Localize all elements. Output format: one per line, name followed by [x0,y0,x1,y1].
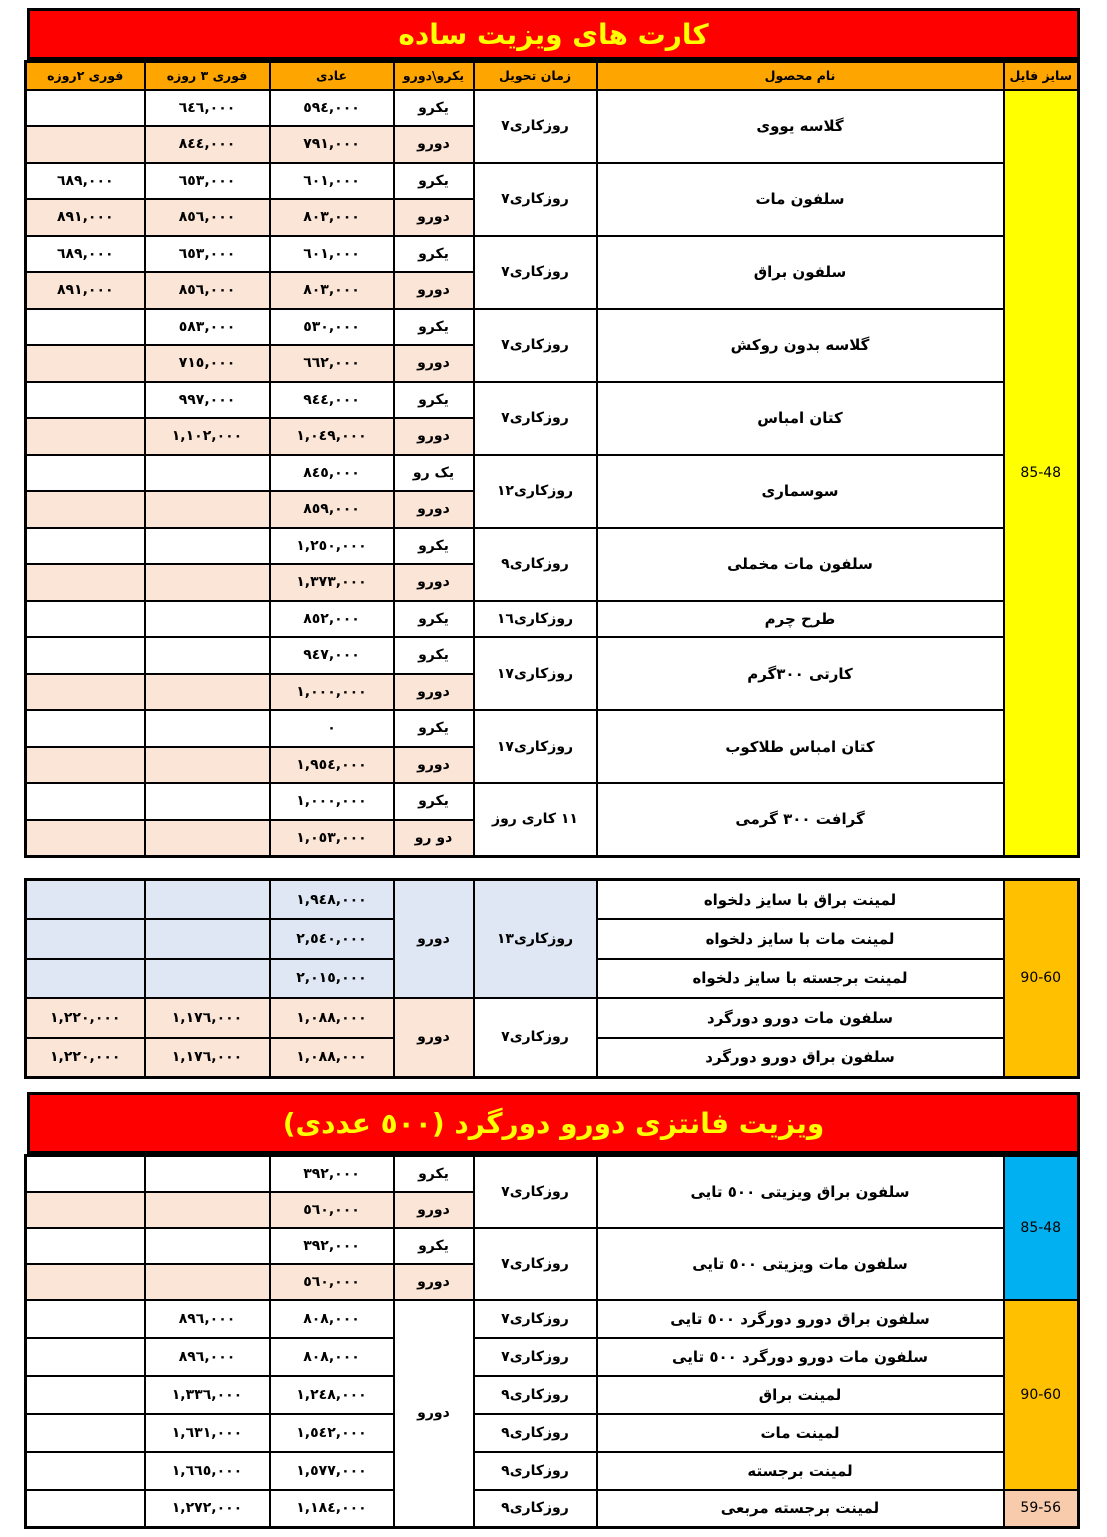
header-urgent2: فوری ٢روزه [26,62,145,90]
price-f2 [26,919,145,959]
price-f3 [145,1228,270,1264]
price-f3: ٨٤٤,٠٠٠ [145,126,270,163]
product-cell: لمینت مات با سایز دلخواه [597,919,1004,959]
product-cell: لمینت براق [597,1376,1004,1414]
price-normal: ١,٢٤٨,٠٠٠ [270,1376,394,1414]
product-cell: لمینت برجسته با سایز دلخواه [597,959,1004,999]
side-cell: دورو [394,564,474,601]
product-cell: کتان امباس [597,382,1004,455]
price-f3 [145,674,270,711]
size-cell: 90-60 [1004,1300,1079,1490]
header-product: نام محصول [597,62,1004,90]
price-f3: ٨٥٦,٠٠٠ [145,272,270,309]
price-normal: ١,٠٨٨,٠٠٠ [270,998,394,1038]
price-f3: ١,١٧٦,٠٠٠ [145,998,270,1038]
price-normal: ٥٦٠,٠٠٠ [270,1192,394,1228]
price-f3 [145,919,270,959]
price-normal: ٩٤٤,٠٠٠ [270,382,394,419]
product-cell: سلفون براق دورو دورگرد [597,1038,1004,1078]
side-cell: دورو [394,1300,474,1528]
price-f3 [145,528,270,565]
side-cell: یکرو [394,309,474,346]
price-f2 [26,90,145,127]
price-f2 [26,126,145,163]
price-f2 [26,601,145,638]
price-f2 [26,880,145,920]
price-f2 [26,528,145,565]
price-f3 [145,1156,270,1192]
price-f2 [26,747,145,784]
side-cell: دورو [394,272,474,309]
size-cell: 85-48 [1004,1156,1079,1300]
side-cell: دورو [394,674,474,711]
price-f3 [145,601,270,638]
price-f2 [26,1490,145,1528]
side-cell: یکرو [394,382,474,419]
price-f2 [26,309,145,346]
price-f2 [26,418,145,455]
side-cell: یکرو [394,710,474,747]
price-normal: ٨٤٥,٠٠٠ [270,455,394,492]
side-cell: یکرو [394,637,474,674]
price-normal: ١,٠٠٠,٠٠٠ [270,674,394,711]
price-f2 [26,1156,145,1192]
price-f2 [26,959,145,999]
product-cell: کتان امباس طلاکوب [597,710,1004,783]
price-normal: ٦٠١,٠٠٠ [270,236,394,273]
price-f3 [145,1192,270,1228]
price-f2 [26,1228,145,1264]
price-f2: ٨٩١,٠٠٠ [26,199,145,236]
product-cell: گلاسه یووی [597,90,1004,163]
side-cell: دورو [394,491,474,528]
side-cell: دورو [394,199,474,236]
price-f2 [26,455,145,492]
price-f3 [145,783,270,820]
price-f3: ١,٣٣٦,٠٠٠ [145,1376,270,1414]
product-cell: سلفون براق دورو دورگرد ٥٠٠ تایی [597,1300,1004,1338]
side-cell: دورو [394,1264,474,1300]
price-normal: ١,٠٠٠,٠٠٠ [270,783,394,820]
header-size: سایز فایل [1004,62,1079,90]
price-f2 [26,1300,145,1338]
price-f2 [26,1452,145,1490]
price-f3 [145,455,270,492]
price-f3: ٨٥٦,٠٠٠ [145,199,270,236]
simple-cards-table [24,60,1080,858]
price-f3: ٥٨٣,٠٠٠ [145,309,270,346]
price-normal: ٦٠١,٠٠٠ [270,163,394,200]
delivery-cell: روزکاری٧ [474,382,597,455]
product-cell: سوسماری [597,455,1004,528]
price-f2 [26,783,145,820]
price-normal: ٦٦٢,٠٠٠ [270,345,394,382]
price-normal: ٩٤٧,٠٠٠ [270,637,394,674]
header-delivery: زمان تحویل [474,62,597,90]
simple-cards-title: کارت های ویزیت ساده [27,8,1080,60]
price-normal: ٥٦٠,٠٠٠ [270,1264,394,1300]
price-f2 [26,1414,145,1452]
price-f3 [145,710,270,747]
side-cell: یکرو [394,528,474,565]
delivery-cell: روزکاری٧ [474,1228,597,1300]
size-cell: 90-60 [1004,880,1079,1078]
delivery-cell: روزکاری٧ [474,309,597,382]
price-normal: ٧٩١,٠٠٠ [270,126,394,163]
price-f3: ١,١٧٦,٠٠٠ [145,1038,270,1078]
side-cell: یکرو [394,783,474,820]
product-cell: لمینت مات [597,1414,1004,1452]
price-f2 [26,382,145,419]
price-normal: ١,٢٥٠,٠٠٠ [270,528,394,565]
price-normal: ١,٠٤٩,٠٠٠ [270,418,394,455]
side-cell: دورو [394,880,474,999]
price-f2: ١,٢٢٠,٠٠٠ [26,1038,145,1078]
side-cell: یک رو [394,455,474,492]
price-f3: ٦٤٦,٠٠٠ [145,90,270,127]
price-normal: ٨٥٢,٠٠٠ [270,601,394,638]
price-f2 [26,637,145,674]
delivery-cell: روزکاری١٧ [474,710,597,783]
price-f2 [26,1264,145,1300]
product-cell: سلفون مات ویزیتی ٥٠٠ تایی [597,1228,1004,1300]
price-normal: ١,٣٧٣,٠٠٠ [270,564,394,601]
price-normal: ٥٩٤,٠٠٠ [270,90,394,127]
side-cell: دورو [394,1192,474,1228]
price-normal: ١,٩٥٤,٠٠٠ [270,747,394,784]
product-cell: لمینت برجسته [597,1452,1004,1490]
price-normal: ٨٠٣,٠٠٠ [270,272,394,309]
product-cell: طرح چرم [597,601,1004,638]
delivery-cell: روزکاری٧ [474,163,597,236]
delivery-cell: روزکاری١٣ [474,880,597,999]
price-f2 [26,820,145,857]
delivery-cell: روزکاری٧ [474,1300,597,1338]
delivery-cell: روزکاری١٧ [474,637,597,710]
delivery-cell: روزکاری٧ [474,1338,597,1376]
price-f3 [145,959,270,999]
price-f2: ٦٨٩,٠٠٠ [26,163,145,200]
product-cell: لمینت براق با سایز دلخواه [597,880,1004,920]
price-f3: ٨٩٦,٠٠٠ [145,1338,270,1376]
price-f2: ٨٩١,٠٠٠ [26,272,145,309]
side-cell: یکرو [394,163,474,200]
price-f3: ٧١٥,٠٠٠ [145,345,270,382]
price-normal: ١,٥٤٢,٠٠٠ [270,1414,394,1452]
price-f3 [145,1264,270,1300]
price-f3: ٩٩٧,٠٠٠ [145,382,270,419]
price-normal: ٢,٠١٥,٠٠٠ [270,959,394,999]
product-cell: سلفون براق [597,236,1004,309]
side-cell: دورو [394,998,474,1077]
price-normal: ٥٣٠,٠٠٠ [270,309,394,346]
delivery-cell: روزکاری١٢ [474,455,597,528]
simple-cards-section [27,8,1080,858]
price-f2 [26,1338,145,1376]
side-cell: دورو [394,747,474,784]
product-cell: کارتی ٣٠٠گرم [597,637,1004,710]
header-urgent3: فوری ٣ روزه [145,62,270,90]
price-f2 [26,491,145,528]
price-normal: ١,٠٨٨,٠٠٠ [270,1038,394,1078]
delivery-cell: روزکاری٧ [474,1156,597,1228]
delivery-cell: روزکاری٩ [474,1414,597,1452]
price-f3: ١,١٠٢,٠٠٠ [145,418,270,455]
side-cell: دورو [394,345,474,382]
side-cell: دو رو [394,820,474,857]
price-f3 [145,637,270,674]
laminate-section [27,878,1080,1079]
delivery-cell: روزکاری٩ [474,1452,597,1490]
price-normal: ١,١٨٤,٠٠٠ [270,1490,394,1528]
delivery-cell: روزکاری٧ [474,90,597,163]
price-f3: ١,٦٣١,٠٠٠ [145,1414,270,1452]
price-f3: ٨٩٦,٠٠٠ [145,1300,270,1338]
product-cell: سلفون مات مخملی [597,528,1004,601]
delivery-cell: روزکاری٩ [474,1376,597,1414]
price-f3 [145,747,270,784]
price-normal: ٨٠٨,٠٠٠ [270,1300,394,1338]
price-f2 [26,1192,145,1228]
product-cell: گرافت ٣٠٠ گرمی [597,783,1004,856]
price-f3 [145,880,270,920]
fancy-cards-title: ویزیت فانتزی دورو دورگرد (٥٠٠ عددی) [27,1092,1080,1154]
price-normal: ١,٥٧٧,٠٠٠ [270,1452,394,1490]
price-normal: ١,٩٤٨,٠٠٠ [270,880,394,920]
fancy-cards-table [24,1154,1080,1529]
price-f2 [26,564,145,601]
delivery-cell: روزکاری٧ [474,236,597,309]
size-cell: 59-56 [1004,1490,1079,1528]
price-f3: ١,٢٧٢,٠٠٠ [145,1490,270,1528]
side-cell: یکرو [394,601,474,638]
price-f2 [26,710,145,747]
side-cell: دورو [394,418,474,455]
price-f3 [145,491,270,528]
price-normal: ٢,٥٤٠,٠٠٠ [270,919,394,959]
price-normal: ٨٥٩,٠٠٠ [270,491,394,528]
price-f3: ٦٥٣,٠٠٠ [145,163,270,200]
product-cell: سلفون مات دورو دورگرد ٥٠٠ تایی [597,1338,1004,1376]
header-side: یکرو\دورو [394,62,474,90]
price-normal: ١,٠٥٣,٠٠٠ [270,820,394,857]
price-f2: ١,٢٢٠,٠٠٠ [26,998,145,1038]
product-cell: لمینت برجسته مربعی [597,1490,1004,1528]
side-cell: یکرو [394,236,474,273]
product-cell: سلفون براق ویزیتی ٥٠٠ تایی [597,1156,1004,1228]
product-cell: گلاسه بدون روکش [597,309,1004,382]
side-cell: دورو [394,126,474,163]
laminate-table [24,878,1080,1079]
size-cell: 85-48 [1004,90,1079,857]
price-f2 [26,1376,145,1414]
price-f3 [145,820,270,857]
side-cell: یکرو [394,1228,474,1264]
price-f3: ٦٥٣,٠٠٠ [145,236,270,273]
price-normal: ٨٠٨,٠٠٠ [270,1338,394,1376]
price-normal: ٣٩٢,٠٠٠ [270,1228,394,1264]
price-f2 [26,345,145,382]
header-normal: عادی [270,62,394,90]
price-f2 [26,674,145,711]
fancy-cards-section [27,1092,1080,1529]
price-f2: ٦٨٩,٠٠٠ [26,236,145,273]
product-cell: سلفون مات [597,163,1004,236]
price-f3 [145,564,270,601]
price-normal: ٣٩٢,٠٠٠ [270,1156,394,1192]
side-cell: یکرو [394,90,474,127]
delivery-cell: روزکاری٧ [474,998,597,1077]
delivery-cell: روزکاری٩ [474,1490,597,1528]
price-f3: ١,٦٦٥,٠٠٠ [145,1452,270,1490]
price-normal: ٠ [270,710,394,747]
delivery-cell: روزکاری١٦ [474,601,597,638]
price-normal: ٨٠٣,٠٠٠ [270,199,394,236]
side-cell: یکرو [394,1156,474,1192]
delivery-cell: روزکاری٩ [474,528,597,601]
product-cell: سلفون مات دورو دورگرد [597,998,1004,1038]
delivery-cell: ١١ کاری روز [474,783,597,856]
